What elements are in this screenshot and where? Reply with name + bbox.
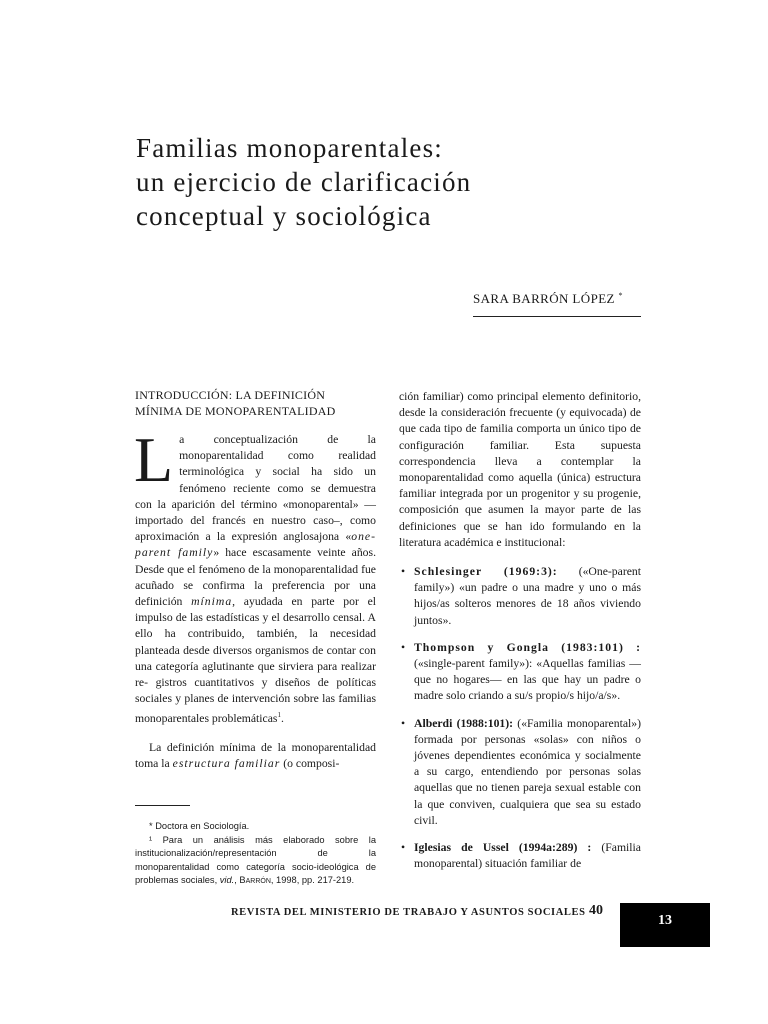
- left-column: [135, 387, 376, 772]
- footnote-rule: [135, 805, 190, 806]
- reference-author: Iglesias de Ussel (1994a:289) :: [414, 841, 592, 855]
- p2-text-b: (o composi-: [280, 756, 340, 770]
- reference-text: (Familia monoparental) situación familiar de: [414, 841, 641, 871]
- paragraph-3: ción familiar) como principal elemento definitorio, desde la consideración frecuente (y equivocada) de que cada tipo de familia comporta un único tipo de configuración familiar. Esta supuesta correspondencia lleva a contemplar la monoparentalidad como aquella (única) estructura familiar integrada por un progenitor y su progenie, composición que asumen la mayor parte de las definiciones que se han ido formulando en la literatura académica e institucional:: [399, 390, 641, 549]
- footnote-1: [135, 834, 376, 888]
- footnote-1-text-b: ,: [234, 875, 240, 886]
- footnote-1-vid: vid.: [219, 875, 235, 886]
- definitions-list: [399, 564, 641, 872]
- footnote-1-author: Barrón: [239, 875, 271, 886]
- reference-text: («One-parent family») «un padre o una madre y uno o más hijos/as solteros menores de 18 años viviendo juntos».: [414, 565, 641, 627]
- author-name: SARA BARRÓN LÓPEZ: [473, 291, 615, 306]
- reference-text: («Familia monoparental») formada por personas «solas» con niños o jóvenes dependientes económica y socialmente a su cargo, entendiendo por personas solas aquellas que no tienen pareja sexual estable con la que conviven, cualquiera que sea su estado civil.: [414, 716, 641, 827]
- paragraph-2: [135, 740, 376, 772]
- page-number-box: [620, 903, 710, 947]
- footnote-author: * Doctora en Sociología.: [149, 821, 250, 831]
- reference-text: («single-parent family»): «Aquellas familias —que no hogares— en las que hay un padre o madre solo criando a su/s propio/s hijo/a/s».: [414, 657, 641, 703]
- paragraph-1: [134, 424, 377, 728]
- list-item: [399, 640, 641, 705]
- footnote-ref-1[interactable]: 1: [277, 711, 281, 720]
- reference-author: Alberdi (1988:101):: [414, 716, 514, 730]
- p1-text-d: .: [280, 712, 284, 726]
- title-line-1: Familias monoparentales:: [136, 133, 443, 163]
- author-rule: [473, 316, 641, 317]
- section-heading-line-1: INTRODUCCIÓN: LA DEFINICIÓN: [135, 388, 326, 402]
- journal-name: REVISTA DEL MINISTERIO DE TRABAJO Y ASUNTOS SOCIALES: [231, 907, 586, 918]
- p1-text-c: , ayudada en parte por el impulso de las estadísticas y el desarrollo censal. A ello ha contribuido, también, la necesidad planteada desde diversos organismos de contar con una categoría aglutinante que sirviera para realizar re- gistros cuantitativos y diseños de políticas sociales y planes de intervención sobre las familias monoparentales problemáticas: [135, 595, 377, 726]
- p1-text-a: a conceptualización de la monoparentalidad como realidad terminológica y social ha sido un fenómeno reciente como se demuestra con la aparición del término «monoparental» —importado del francés en nuestro caso–, como aproximación a la expresión anglosajona «: [135, 433, 376, 544]
- section-heading: [135, 387, 376, 419]
- page-number: 13: [658, 913, 672, 928]
- journal-issue: 40: [589, 903, 603, 918]
- footnote-1-text-a: ¹ Para un análisis más elaborado sobre la institucionalización/representación de la monoparentalidad como categoría socio-ideológica de problemas sociales,: [135, 834, 376, 886]
- footnotes: [135, 820, 376, 888]
- drop-cap: L: [134, 424, 174, 495]
- list-item: [399, 564, 641, 629]
- p1-emphasis-minima: mínima: [191, 595, 233, 609]
- p1-emphasis-one-parent: one-parent family: [135, 530, 376, 560]
- p1-text-b: » hace escasamente veinte años. Desde que el fenómeno de la monoparentalidad fue acuñado se confirma la preferencia por una definición: [135, 546, 376, 609]
- bullet: •: [401, 565, 406, 579]
- title-line-2: un ejercicio de clarificación: [136, 167, 472, 197]
- title-line-3: conceptual y sociológica: [136, 201, 432, 231]
- list-item: [399, 716, 641, 829]
- right-column: [399, 389, 641, 883]
- author-byline: [473, 291, 641, 307]
- bullet: •: [401, 716, 406, 730]
- article-title: [136, 131, 656, 233]
- section-heading-line-2: MÍNIMA DE MONOPARENTALIDAD: [135, 404, 336, 418]
- reference-author: Schlesinger (1969:3):: [414, 565, 558, 579]
- author-footnote-mark: *: [618, 291, 623, 300]
- p2-text-a: La definición mínima de la monoparentalidad toma la: [135, 740, 376, 770]
- bullet: •: [401, 841, 406, 855]
- reference-author: Thompson y Gongla (1983:101) :: [414, 640, 641, 654]
- footnote-1-text-c: , 1998, pp. 217-219.: [270, 875, 355, 886]
- list-item: [399, 840, 641, 872]
- p2-emphasis: estructura familiar: [172, 756, 281, 770]
- bullet: •: [401, 640, 406, 654]
